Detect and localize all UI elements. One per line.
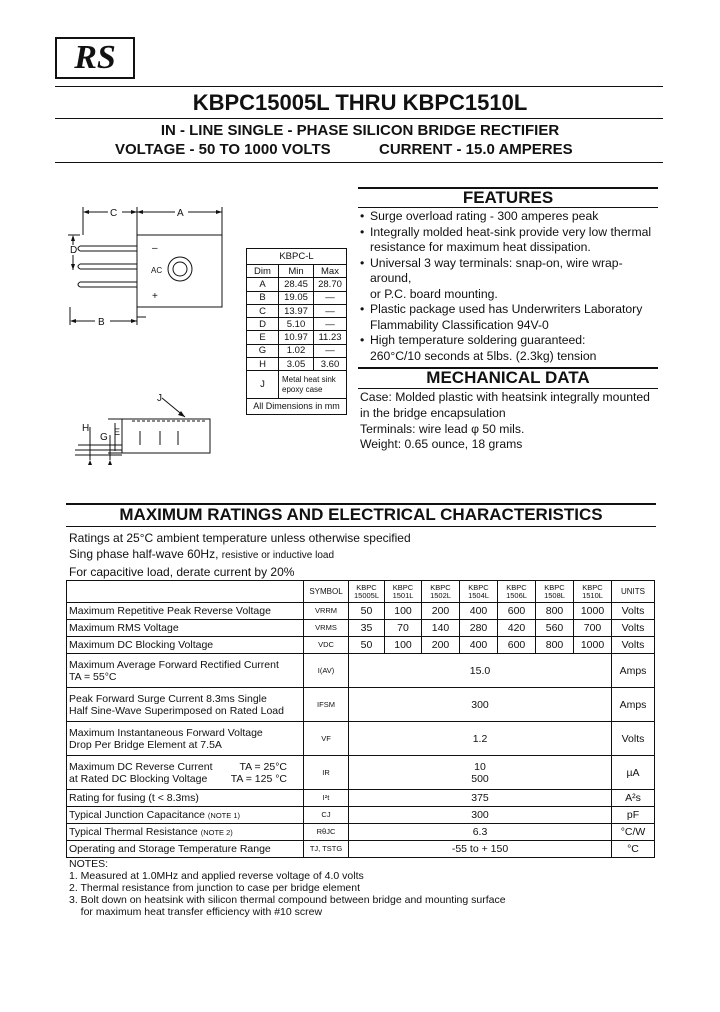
value-cell: 400 [460, 637, 498, 654]
dim-cell: 1.02 [279, 344, 314, 357]
label-line: TA = 55°C [69, 670, 117, 683]
param-symbol: VRMS [304, 620, 349, 637]
label-text: Typical Junction Capacitance [69, 809, 205, 821]
param-label [67, 722, 304, 756]
part-line: KBPC [430, 582, 451, 592]
param-symbol: IFSM [304, 688, 349, 722]
part-line: KBPC [392, 582, 414, 592]
table-row [67, 841, 655, 858]
param-label: Rating for fusing (t < 8.3ms) [67, 790, 304, 807]
mechanical-line: in the bridge encapsulation [360, 405, 506, 420]
unit-cell: Volts [612, 637, 655, 654]
label-line: Peak Forward Surge Current 8.3ms Single [69, 692, 267, 705]
features-list [358, 209, 663, 364]
value-cell: 300 [349, 807, 612, 824]
part-header [536, 581, 574, 603]
table-row [67, 824, 655, 841]
part-line: KBPC [582, 582, 603, 592]
dim-cell: J [247, 371, 279, 399]
dim-cell: D [247, 318, 279, 331]
label-line: Drop Per Bridge Element at 7.5A [69, 738, 222, 751]
value-cell: 280 [460, 620, 498, 637]
value-cell: 600 [498, 603, 536, 620]
dim-cell: — [314, 318, 347, 331]
param-symbol: RθJC [304, 824, 349, 841]
value-cell: 800 [536, 603, 574, 620]
value-line: 10 [474, 760, 486, 773]
value-cell: 50 [349, 603, 385, 620]
param-label [67, 756, 304, 790]
dim-cell: 13.97 [279, 304, 314, 317]
note-ref: (NOTE 2) [200, 828, 233, 837]
subtitle-current: CURRENT - 15.0 AMPERES [379, 141, 573, 158]
intro-text-small: resistive or inductive load [221, 550, 335, 561]
part-line: 1510L [582, 590, 603, 600]
intro-line: For capacitive load, derate current by 20% [69, 565, 295, 579]
part-header [498, 581, 536, 603]
part-line: 1508L [544, 590, 565, 600]
notes [69, 858, 506, 918]
value-cell: 15.0 [349, 654, 612, 688]
table-row [67, 620, 655, 637]
note-line: 1. Measured at 1.0MHz and applied reverse voltage of 4.0 volts [69, 870, 364, 882]
mechanical-line: Terminals: wire lead φ 50 mils. [360, 421, 525, 436]
value-line: 500 [471, 772, 489, 785]
value-cell: -55 to + 150 [349, 841, 612, 858]
page-title: KBPC15005L THRU KBPC1510L [192, 90, 528, 115]
table-row [67, 722, 655, 756]
value-cell: 700 [574, 620, 612, 637]
dim-label-h: H [82, 423, 90, 434]
param-label: Operating and Storage Temperature Range [67, 841, 304, 858]
company-logo: RS [55, 37, 135, 79]
divider [358, 207, 658, 208]
table-row [67, 654, 655, 688]
dim-cell: A [247, 278, 279, 291]
dim-cell: G [247, 344, 279, 357]
terminal-minus-label: – [152, 243, 158, 254]
value-cell: 600 [498, 637, 536, 654]
unit-cell: Amps [612, 688, 655, 722]
part-line: KBPC [468, 582, 489, 592]
table-row [67, 807, 655, 824]
subtitle-description: IN - LINE SINGLE - PHASE SILICON BRIDGE RECTIFIER [160, 122, 560, 139]
value-cell: 400 [460, 603, 498, 620]
param-symbol: TJ, TSTG [304, 841, 349, 858]
dim-cell: — [314, 304, 347, 317]
param-label [67, 807, 304, 824]
dim-cell: 3.05 [279, 358, 314, 371]
part-line: KBPC [356, 582, 377, 592]
table-row [67, 790, 655, 807]
param-symbol: VF [304, 722, 349, 756]
value-cell [349, 756, 612, 790]
value-cell: 1000 [574, 637, 612, 654]
intro-line [69, 546, 411, 564]
value-cell: 800 [536, 637, 574, 654]
feature-line: • Universal 3 way terminals: snap-on, wire wrap-around, [370, 255, 623, 285]
unit-cell: Volts [612, 620, 655, 637]
value-cell: 35 [349, 620, 385, 637]
dim-cell: 19.05 [279, 291, 314, 304]
dim-label-d: D [70, 245, 78, 256]
dim-label-e: E [114, 427, 121, 437]
label-line: Maximum Instantaneous Forward Voltage [69, 726, 263, 739]
param-label [67, 654, 304, 688]
part-line: KBPC [506, 582, 527, 592]
part-line: 15005L [353, 590, 380, 600]
dim-label-g: G [100, 432, 108, 443]
terminal-ac-label: AC [151, 266, 163, 275]
part-line: 1506L [506, 590, 527, 600]
value-cell: 1.2 [349, 722, 612, 756]
feature-line: • Surge overload rating - 300 amperes peak [370, 209, 599, 223]
dim-cell: H [247, 358, 279, 371]
param-symbol: I(AV) [304, 654, 349, 688]
dim-label-a: A [177, 208, 184, 219]
label-text: Typical Thermal Resistance [69, 826, 198, 838]
param-symbol: VRRM [304, 603, 349, 620]
value-cell: 420 [498, 620, 536, 637]
dim-cell: C [247, 304, 279, 317]
part-line: 1501L [392, 590, 414, 600]
dim-j-line: Metal heat sink [282, 374, 336, 384]
mechanical-line: Case: Molded plastic with heatsink integrally mounted [360, 390, 650, 404]
dim-cell: 28.70 [314, 278, 347, 291]
part-header [422, 581, 460, 603]
dim-table-footer: All Dimensions in mm [247, 399, 347, 415]
unit-cell: Amps [612, 654, 655, 688]
mechanical-line: Weight: 0.65 ounce, 18 grams [360, 437, 523, 452]
param-symbol: IR [304, 756, 349, 790]
intro-line: Ratings at 25°C ambient temperature unless otherwise specified [69, 531, 411, 545]
label-text: Maximum DC Reverse Current [69, 760, 213, 773]
part-line: 1504L [468, 590, 489, 600]
feature-line: or P.C. board mounting. [370, 286, 498, 301]
dim-table-caption: KBPC-L [247, 249, 347, 265]
label-line [69, 761, 301, 773]
value-cell: 70 [385, 620, 422, 637]
label-line [69, 773, 301, 785]
dim-cell: 10.97 [279, 331, 314, 344]
feature-line: • High temperature soldering guaranteed: [370, 333, 586, 347]
param-label: Maximum Repetitive Peak Reverse Voltage [67, 603, 304, 620]
feature-line: Flammability Classification 94V-0 [370, 317, 549, 332]
dim-cell: — [314, 291, 347, 304]
ratings-intro [69, 530, 411, 580]
dim-cell: 28.45 [279, 278, 314, 291]
param-label: Maximum DC Blocking Voltage [67, 637, 304, 654]
dim-header: Dim [247, 265, 279, 278]
symbol-header: SYMBOL [304, 581, 349, 603]
mechanical-data [360, 390, 665, 453]
value-cell: 560 [536, 620, 574, 637]
dim-j-description [279, 371, 347, 399]
value-cell: 50 [349, 637, 385, 654]
note-line: 2. Thermal resistance from junction to case per bridge element [69, 882, 361, 894]
param-symbol: I²t [304, 790, 349, 807]
intro-text: Sing phase half-wave 60Hz, [69, 547, 219, 561]
package-outline-drawing [60, 195, 260, 485]
label-line: Maximum Average Forward Rectified Current [69, 658, 279, 671]
param-symbol: CJ [304, 807, 349, 824]
divider [358, 388, 658, 389]
value-cell: 1000 [574, 603, 612, 620]
param-label: Maximum RMS Voltage [67, 620, 304, 637]
feature-item [358, 209, 663, 225]
feature-item [358, 225, 663, 256]
feature-item [358, 302, 663, 333]
feature-item [358, 333, 663, 364]
condition-text: TA = 125 °C [230, 772, 287, 785]
divider [55, 118, 663, 119]
value-cell: 300 [349, 688, 612, 722]
unit-cell: pF [612, 807, 655, 824]
unit-cell: °C [612, 841, 655, 858]
unit-cell: A²s [612, 790, 655, 807]
unit-cell: °C/W [612, 824, 655, 841]
part-header [460, 581, 498, 603]
value-cell: 140 [422, 620, 460, 637]
feature-line: 260°C/10 seconds at 5lbs. (2.3kg) tension [370, 348, 597, 363]
param-symbol: VDC [304, 637, 349, 654]
part-header [385, 581, 422, 603]
dim-cell: — [314, 344, 347, 357]
subtitle-voltage: VOLTAGE - 50 TO 1000 VOLTS [115, 141, 331, 158]
dim-j-line: epoxy case [282, 384, 323, 394]
unit-cell: µA [612, 756, 655, 790]
dim-cell: 3.60 [314, 358, 347, 371]
notes-title: NOTES: [69, 858, 109, 870]
table-row [67, 756, 655, 790]
divider [55, 86, 663, 87]
divider [66, 526, 656, 527]
dim-cell: 5.10 [279, 318, 314, 331]
table-row [67, 688, 655, 722]
condition-text: TA = 25°C [239, 760, 287, 773]
part-line: KBPC [544, 582, 565, 592]
param-label [67, 688, 304, 722]
feature-line: • Integrally molded heat-sink provide very low thermal [370, 224, 652, 239]
ratings-table [66, 580, 655, 858]
value-cell: 200 [422, 637, 460, 654]
dim-label-c: C [110, 208, 118, 219]
terminal-plus-label: + [152, 291, 158, 302]
dim-label-b: B [98, 317, 105, 328]
dim-cell: B [247, 291, 279, 304]
value-cell: 375 [349, 790, 612, 807]
value-cell: 200 [422, 603, 460, 620]
feature-line: resistance for maximum heat dissipation. [370, 240, 591, 254]
part-header [574, 581, 612, 603]
dim-cell: E [247, 331, 279, 344]
units-header: UNITS [612, 581, 655, 603]
param-label [67, 824, 304, 841]
features-heading: FEATURES [462, 188, 554, 207]
label-text: at Rated DC Blocking Voltage [69, 772, 208, 785]
dim-label-j: J [157, 393, 162, 404]
header-blank [67, 581, 304, 603]
part-line: 1502L [430, 590, 451, 600]
feature-line: • Plastic package used has Underwriters Laboratory [370, 302, 643, 316]
unit-cell: Volts [612, 722, 655, 756]
divider [55, 162, 663, 163]
value-cell: 6.3 [349, 824, 612, 841]
mechanical-heading: MECHANICAL DATA [426, 368, 590, 387]
value-cell: 100 [385, 603, 422, 620]
ratings-heading: MAXIMUM RATINGS AND ELECTRICAL CHARACTERISTICS [119, 505, 603, 524]
part-header [349, 581, 385, 603]
unit-cell: Volts [612, 603, 655, 620]
note-ref: (NOTE 1) [207, 811, 241, 820]
value-cell: 100 [385, 637, 422, 654]
feature-item [358, 256, 663, 303]
note-line: for maximum heat transfer efficiency with #10 screw [69, 906, 323, 918]
label-line: Half Sine-Wave Superimposed on Rated Load [69, 704, 284, 717]
table-row [67, 637, 655, 654]
note-line: 3. Bolt down on heatsink with silicon thermal compound between bridge and mounting surface [69, 894, 506, 906]
dim-header: Max [314, 265, 347, 278]
table-row [67, 603, 655, 620]
dimension-table [246, 248, 347, 415]
dim-cell: 11.23 [314, 331, 347, 344]
dim-header: Min [279, 265, 314, 278]
